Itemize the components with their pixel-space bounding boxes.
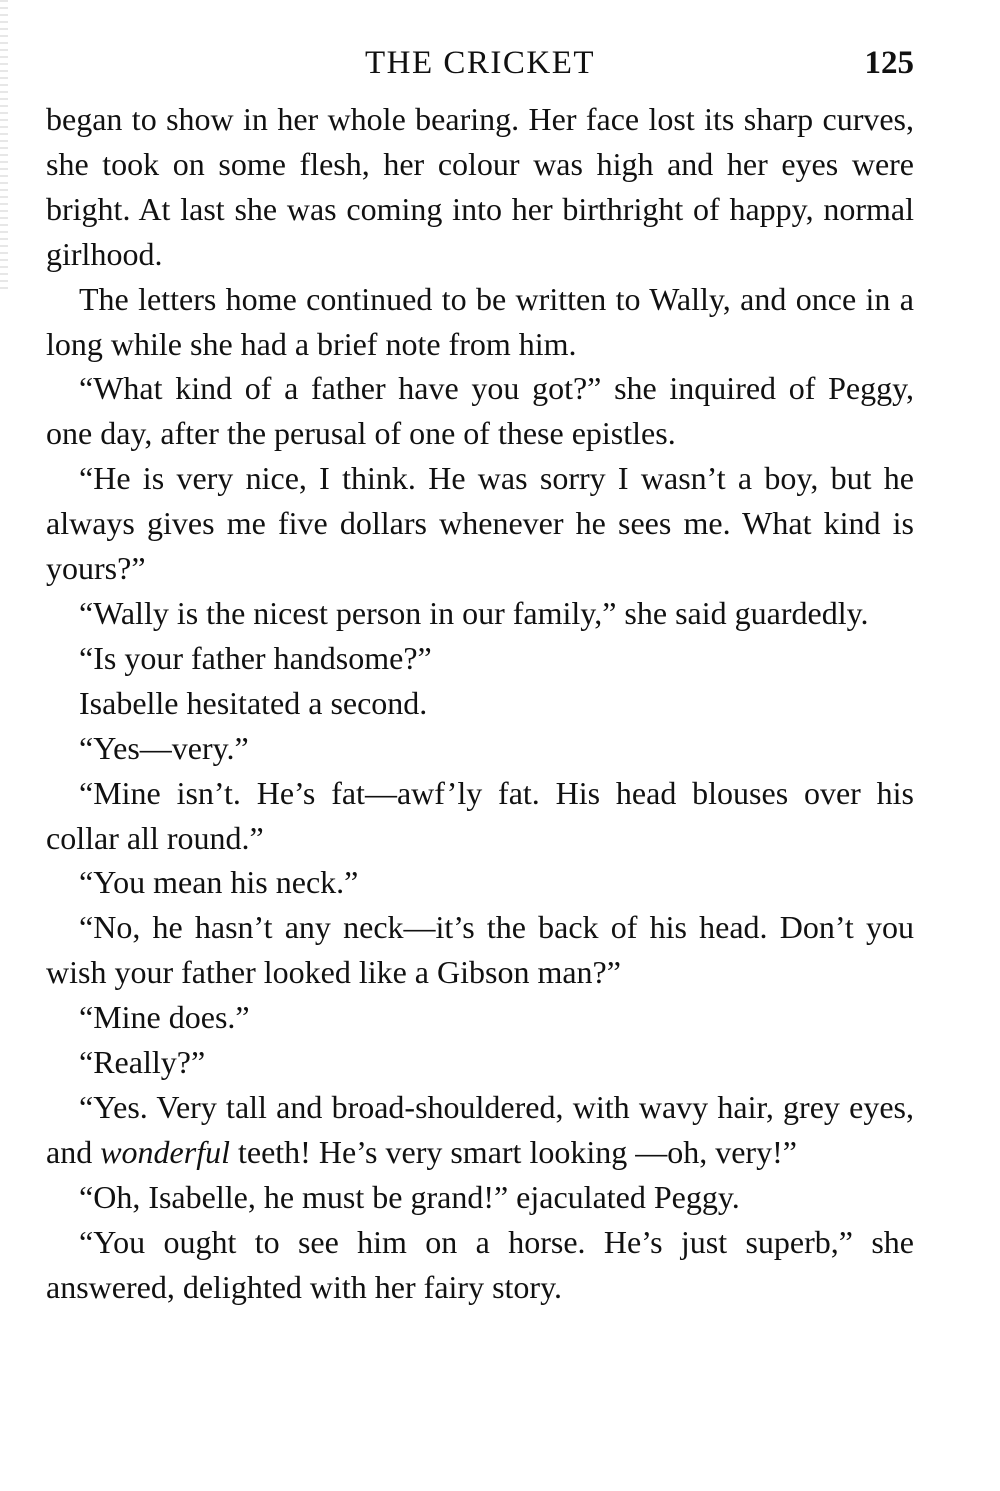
paragraph: “No, he hasn’t any neck—it’s the back of his head. Don’t you wish your father looked like a Gibson man?”	[46, 909, 914, 991]
paragraph-text: “Yes. Very tall and broad-shouldered, with wavy hair, grey eyes, and	[46, 1088, 914, 1170]
paragraph: “Mine isn’t. He’s fat—awf’ly fat. His head blouses over his collar all round.”	[46, 774, 914, 856]
paragraph: “What kind of a father have you got?” she inquired of Peggy, one day, after the perusal of one of these epistles.	[46, 370, 914, 452]
paragraph-text: teeth! He’s very smart looking —oh, very!”	[229, 1133, 797, 1170]
paragraph: Isabelle hesitated a second.	[79, 684, 428, 721]
paragraph: “You ought to see him on a horse. He’s just superb,” she answered, delighted with her fairy story.	[46, 1223, 914, 1305]
paragraph: “Is your father handsome?”	[79, 639, 432, 676]
paragraph: “You mean his neck.”	[79, 864, 359, 901]
paragraph: “He is very nice, I think. He was sorry I wasn’t a boy, but he always gives me five dollars whenever he sees me. What kind is yours?”	[46, 460, 914, 587]
body-text	[46, 97, 914, 1309]
paragraph: “Really?”	[79, 1044, 206, 1081]
paragraph: “Wally is the nicest person in our family,” she said guardedly.	[79, 594, 869, 631]
page-number: 125	[864, 45, 914, 81]
italic-emphasis: wonderful	[100, 1133, 230, 1170]
paragraph: “Yes—very.”	[79, 729, 249, 766]
scan-edge-mark	[0, 0, 8, 290]
paragraph: began to show in her whole bearing. Her face lost its sharp curves, she took on some flesh, her colour was high and her eyes were bright. At last she was coming into her birthright of happy, normal girlhood.	[46, 101, 914, 272]
paragraph: The letters home continued to be written to Wally, and once in a long while she had a brief note from him.	[46, 280, 914, 362]
running-head	[46, 40, 914, 86]
paragraph: “Oh, Isabelle, he must be grand!” ejaculated Peggy.	[79, 1178, 740, 1215]
paragraph: “Mine does.”	[79, 999, 250, 1036]
running-title: THE CRICKET	[364, 45, 596, 81]
paragraph	[46, 1085, 914, 1175]
